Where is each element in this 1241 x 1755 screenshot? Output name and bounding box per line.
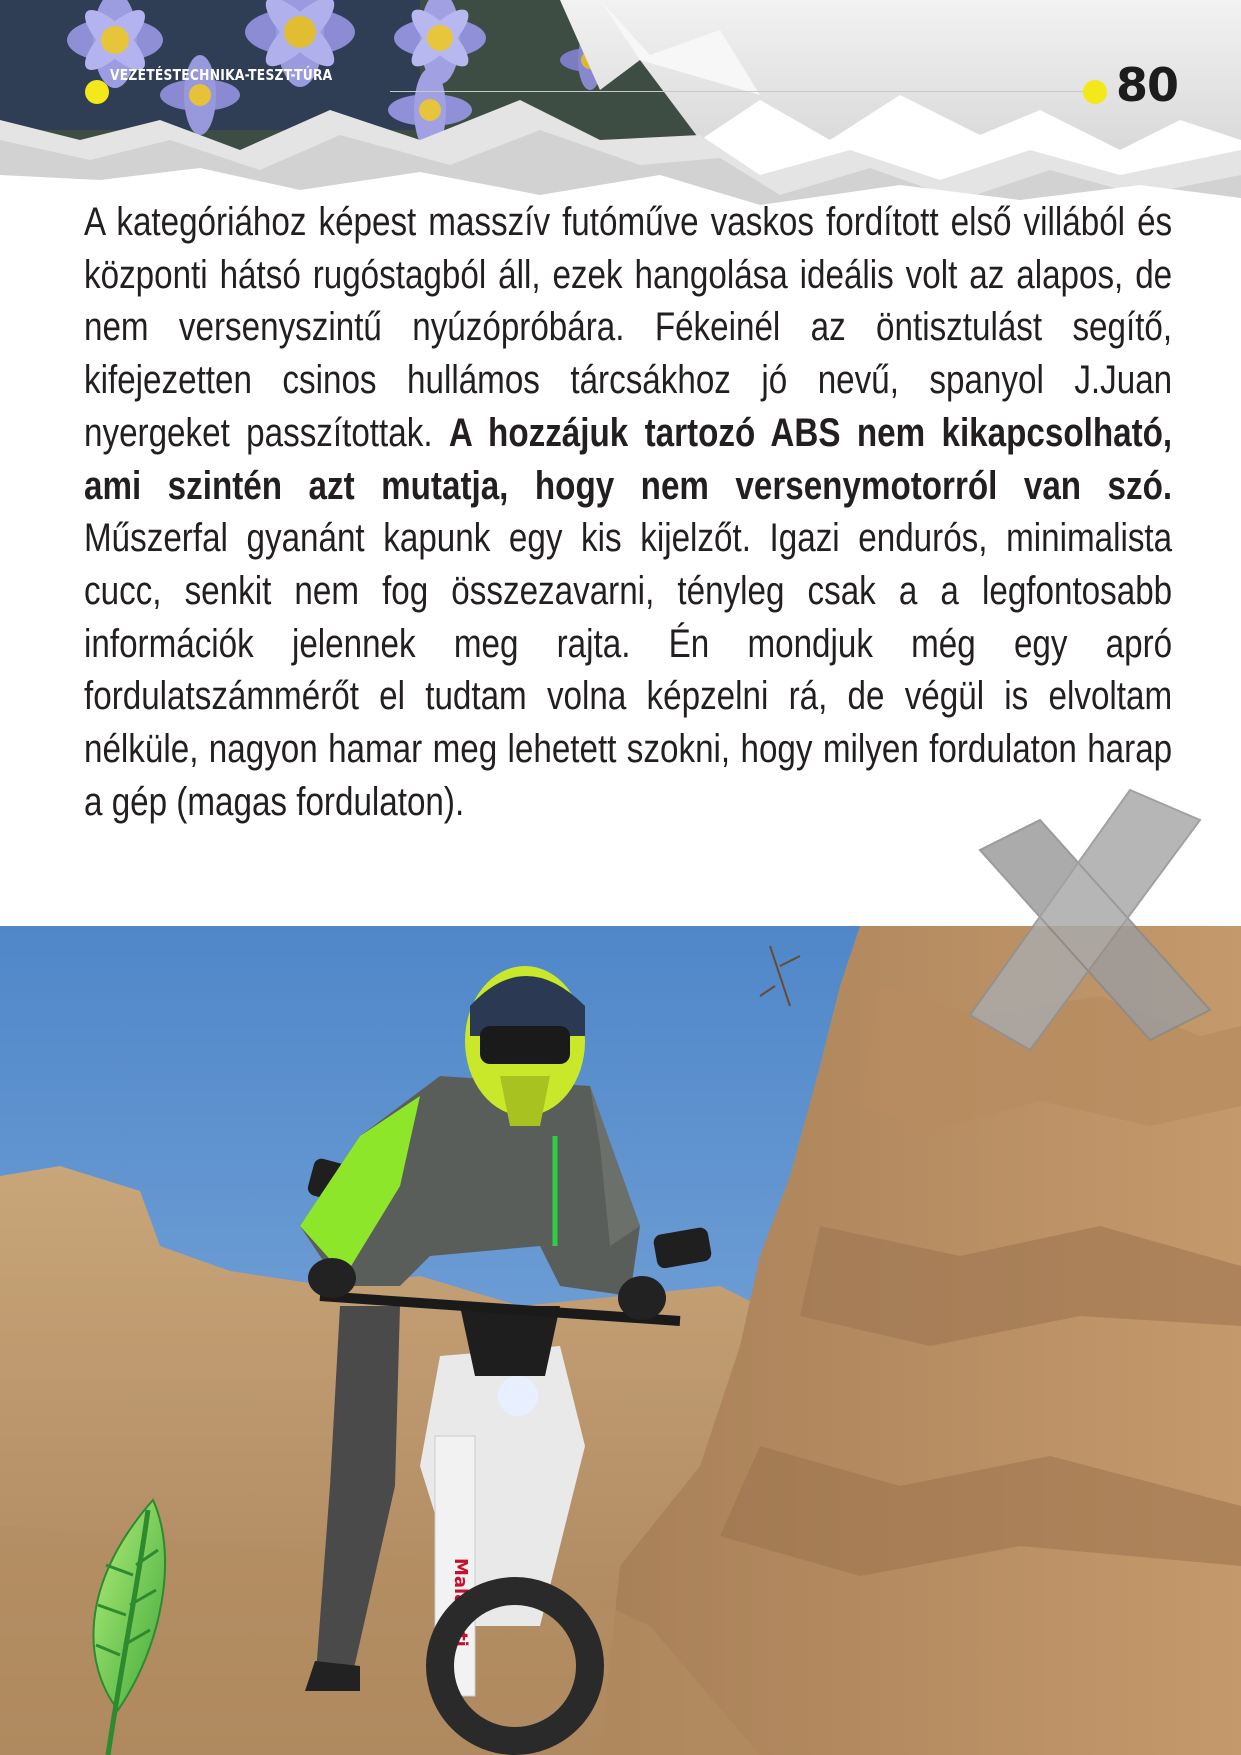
page-number: 80 [1116,58,1179,112]
accent-dot [85,80,109,104]
accent-dot [1083,80,1107,104]
bold-text-segment: A hozzájuk tartozó ABS nem kikapcsolható, ami szintén azt mutatja, hogy nem versenymotorról van szó. [84,410,1173,508]
leaf-icon [78,1495,173,1755]
tape-x-icon [960,780,1220,1060]
page-header [0,0,1241,215]
section-label: VEZETÉSTECHNIKA-TESZT-TÚRA [110,66,333,84]
torn-paper-flower-banner [0,0,1241,215]
text-segment: Műszerfal gyanánt kapunk egy kis kijelzőt. Igazi endurós, minimalista cucc, senkit nem fog összezavarni, tényleg csak a a legfontosabb információk jelennek meg rajta. Én mondjuk még egy apró fordulatszámmérőt el tudtam volna képzelni rá, de végül is elvoltam nélküle, nagyon hamar meg lehetett szokni, hogy milyen fordulaton harap a gép (magas fordulaton). [84,516,1173,824]
text-segment: A kategóriához képest masszív futóműve vaskos fordított első villából és központi hátsó rugóstagból áll, ezek hangolása ideális volt az alapos, de nem versenyszintű nyúzópróbára. Fékeinél az öntisztulást segítő, kifejezetten csinos hullámos tárcsákhoz jó nevű, spanyol J.Juan nyergeket passzítottak. [84,200,1173,455]
fork-brand-label: Malaguti [450,1558,471,1647]
header-rule [390,91,1090,92]
article-paragraph [84,196,1172,828]
